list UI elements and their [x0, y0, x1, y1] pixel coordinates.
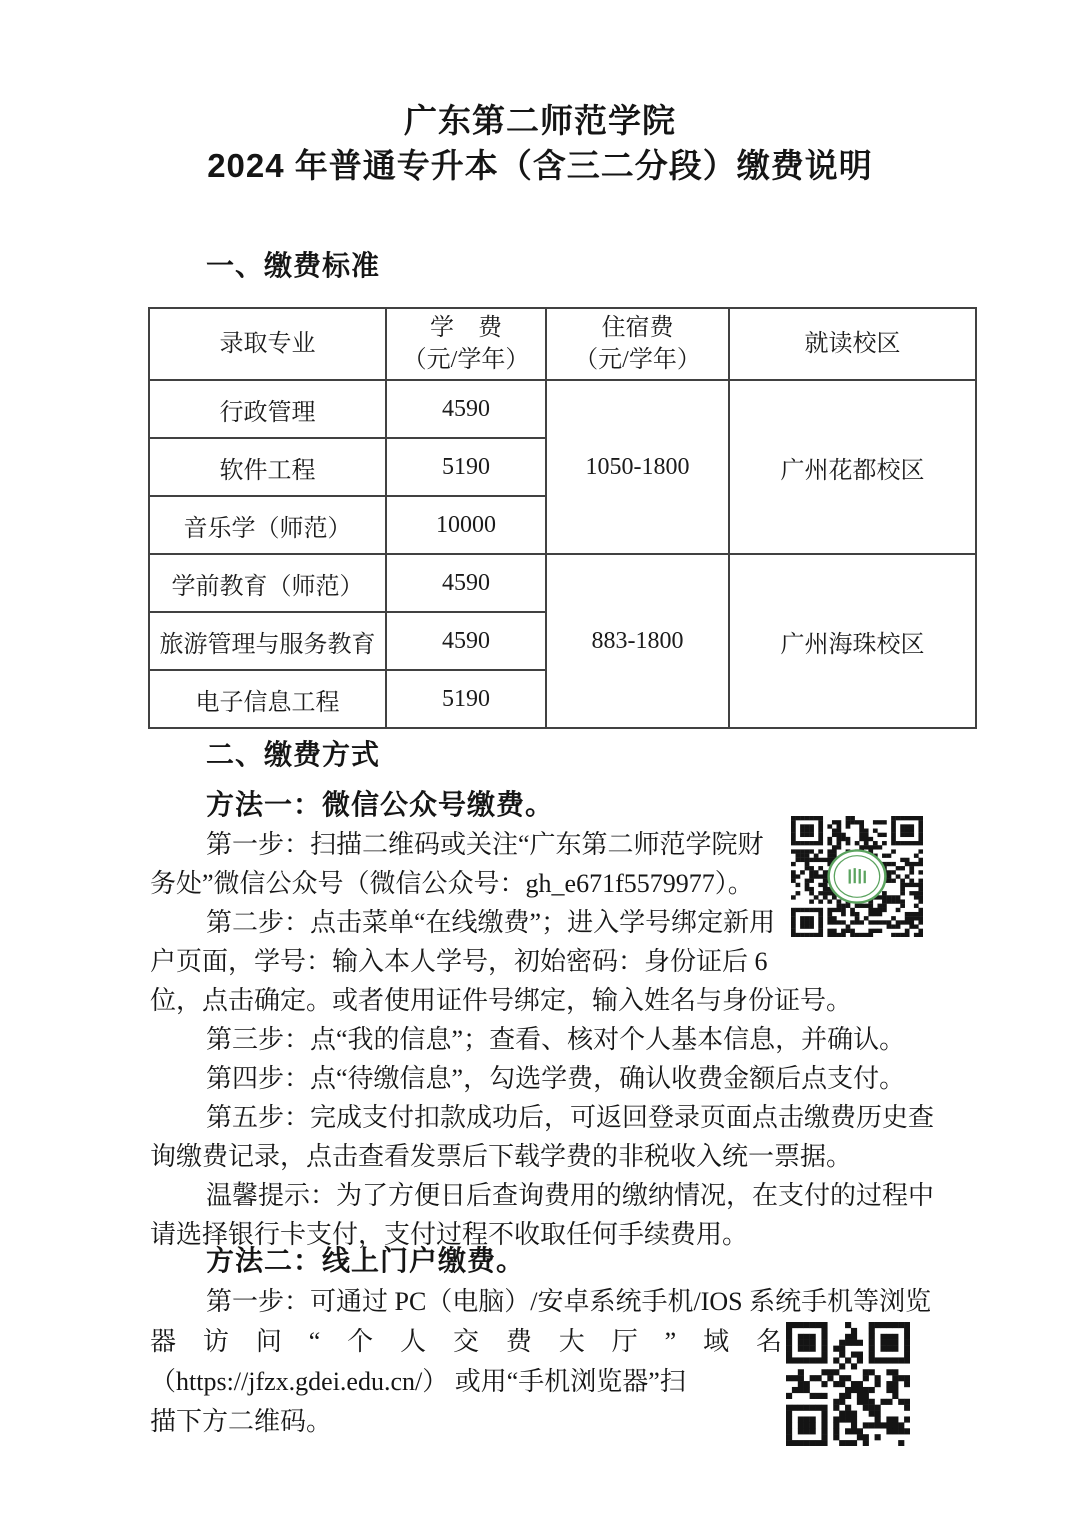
text-line: 第三步：点“我的信息”；查看、核对个人基本信息，并确认。: [206, 1025, 906, 1054]
campus-cell: 广州海珠校区: [729, 554, 976, 728]
title-line-2: 2024 年普通专升本（含三二分段）缴费说明: [207, 147, 873, 184]
tuition-cell: 4590: [386, 380, 546, 438]
method-2-heading: 方法二：线上门户缴费。: [206, 1245, 526, 1276]
tuition-cell: 5190: [386, 438, 546, 496]
accommodation-cell: 1050-1800: [546, 380, 729, 554]
text-line: 请选择银行卡支付，支付过程不收取任何手续费用。: [150, 1220, 749, 1249]
tuition-cell: 4590: [386, 612, 546, 670]
col-header-major: [149, 308, 386, 380]
text-line: 温馨提示：为了方便日后查询费用的缴纳情况，在支付的过程中: [206, 1181, 935, 1210]
text-line: 描下方二维码。: [150, 1407, 333, 1436]
text-line: 第一步：可通过 PC（电脑）/安卓系统手机/IOS 系统手机等浏览: [206, 1287, 932, 1316]
col-header-tuition-unit: （元/学年）: [402, 347, 530, 373]
text-line: 第一步：扫描二维码或关注“广东第二师范学院财: [206, 830, 764, 859]
text-line: 第五步：完成支付扣款成功后，可返回登录页面点击缴费历史查: [206, 1103, 935, 1132]
col-header-tuition: [386, 308, 546, 380]
table-row: [149, 554, 976, 612]
wechat-official-account-qr-icon: [791, 816, 923, 937]
table-header-row: [149, 308, 976, 380]
method-1-heading: 方法一：微信公众号缴费。: [206, 789, 555, 820]
major-cell: 软件工程: [149, 438, 386, 496]
payment-portal-qr-icon: [786, 1322, 910, 1446]
text-line: 器访问“个人交费大厅”域名: [150, 1327, 782, 1356]
major-cell: 行政管理: [149, 380, 386, 438]
text-line: 位，点击确定。或者使用证件号绑定，输入姓名与身份证号。: [150, 986, 853, 1015]
col-header-campus: [729, 308, 976, 380]
col-header-campus-label: 就读校区: [804, 331, 901, 357]
table-row: [149, 380, 976, 438]
text-line: （https://jfzx.gdei.edu.cn/） 或用“手机浏览器”扫: [150, 1367, 686, 1396]
tuition-cell: 10000: [386, 496, 546, 554]
tuition-cell: 5190: [386, 670, 546, 728]
col-header-major-label: 录取专业: [219, 331, 316, 357]
document-title: [0, 98, 1080, 188]
tuition-cell: 4590: [386, 554, 546, 612]
section-2-heading: 二、缴费方式: [206, 739, 381, 770]
col-header-accommodation-unit: （元/学年）: [574, 347, 701, 373]
major-cell: 音乐学（师范）: [149, 496, 386, 554]
text-line: 户页面，学号：输入本人学号，初始密码：身份证后 6: [150, 947, 768, 976]
col-header-tuition-label: 学 费: [430, 315, 502, 341]
fee-table: [148, 307, 977, 729]
title-line-1: 广东第二师范学院: [404, 102, 676, 139]
section-1-heading: 一、缴费标准: [206, 250, 381, 281]
text-line: 务处”微信公众号（微信公众号：gh_e671f5579977）。: [150, 869, 754, 898]
major-cell: 电子信息工程: [149, 670, 386, 728]
col-header-accommodation: [546, 308, 729, 380]
campus-cell: 广州花都校区: [729, 380, 976, 554]
text-line: 第二步：点击菜单“在线缴费”；进入学号绑定新用: [206, 908, 776, 937]
major-cell: 学前教育（师范）: [149, 554, 386, 612]
accommodation-cell: 883-1800: [546, 554, 729, 728]
col-header-accommodation-label: 住宿费: [601, 315, 674, 341]
text-line: 询缴费记录，点击查看发票后下载学费的非税收入统一票据。: [150, 1142, 853, 1171]
text-line: 第四步：点“待缴信息”，勾选学费，确认收费金额后点支付。: [206, 1064, 906, 1093]
major-cell: 旅游管理与服务教育: [149, 612, 386, 670]
